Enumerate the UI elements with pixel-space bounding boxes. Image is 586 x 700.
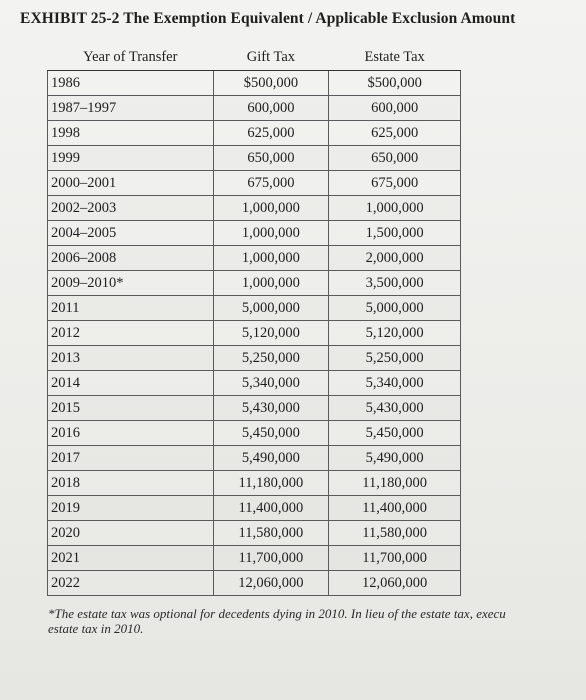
table-row [48,121,461,146]
table-row [48,321,461,346]
gift-tax-cell: 5,430,000 [213,396,329,421]
table-row [48,271,461,296]
gift-tax-cell: 5,450,000 [213,421,329,446]
table-row [48,196,461,221]
footnote [48,606,586,636]
estate-tax-cell: 11,180,000 [329,471,461,496]
gift-tax-cell: 1,000,000 [213,271,329,296]
gift-tax-cell: 5,250,000 [213,346,329,371]
table-row [48,546,461,571]
estate-tax-cell: 675,000 [329,171,461,196]
year-cell: 2013 [48,346,214,371]
table-row [48,471,461,496]
year-cell: 2022 [48,571,214,596]
gift-tax-cell: 1,000,000 [213,246,329,271]
gift-tax-cell: 650,000 [213,146,329,171]
table-row [48,396,461,421]
table-row [48,171,461,196]
gift-tax-cell: 11,700,000 [213,546,329,571]
table-row [48,371,461,396]
table-row [48,96,461,121]
gift-tax-cell: 625,000 [213,121,329,146]
estate-tax-cell: 5,250,000 [329,346,461,371]
table-row [48,521,461,546]
year-cell: 2014 [48,371,214,396]
estate-tax-cell: 3,500,000 [329,271,461,296]
estate-tax-cell: 625,000 [329,121,461,146]
gift-tax-cell: 11,180,000 [213,471,329,496]
table-header-row [48,44,461,71]
gift-tax-cell: 11,400,000 [213,496,329,521]
estate-tax-cell: $500,000 [329,71,461,96]
header-year-of-transfer: Year of Transfer [48,44,214,71]
year-cell: 2017 [48,446,214,471]
table-row [48,571,461,596]
estate-tax-cell: 650,000 [329,146,461,171]
gift-tax-cell: 5,120,000 [213,321,329,346]
year-cell: 2002–2003 [48,196,214,221]
year-cell: 1986 [48,71,214,96]
year-cell: 2019 [48,496,214,521]
year-cell: 2009–2010* [48,271,214,296]
estate-tax-cell: 5,120,000 [329,321,461,346]
table-row [48,446,461,471]
gift-tax-cell: 11,580,000 [213,521,329,546]
estate-tax-cell: 11,400,000 [329,496,461,521]
year-cell: 2018 [48,471,214,496]
year-cell: 2021 [48,546,214,571]
footnote-line-1: *The estate tax was optional for decedents dying in 2010. In lieu of the estate tax, execu [48,606,506,621]
year-cell: 2012 [48,321,214,346]
estate-tax-cell: 5,490,000 [329,446,461,471]
estate-tax-cell: 11,580,000 [329,521,461,546]
table-row [48,421,461,446]
table-row [48,296,461,321]
year-cell: 2011 [48,296,214,321]
gift-tax-cell: 675,000 [213,171,329,196]
estate-tax-cell: 12,060,000 [329,571,461,596]
gift-tax-cell: 5,000,000 [213,296,329,321]
estate-tax-cell: 1,000,000 [329,196,461,221]
table-row [48,71,461,96]
gift-tax-cell: 12,060,000 [213,571,329,596]
year-cell: 2016 [48,421,214,446]
year-cell: 1987–1997 [48,96,214,121]
table-row [48,146,461,171]
estate-tax-cell: 5,450,000 [329,421,461,446]
year-cell: 2006–2008 [48,246,214,271]
table-row [48,496,461,521]
estate-tax-cell: 5,340,000 [329,371,461,396]
year-cell: 2015 [48,396,214,421]
gift-tax-cell: 5,490,000 [213,446,329,471]
table-row [48,221,461,246]
year-cell: 2004–2005 [48,221,214,246]
header-estate-tax: Estate Tax [329,44,461,71]
estate-tax-cell: 5,430,000 [329,396,461,421]
header-gift-tax: Gift Tax [213,44,329,71]
year-cell: 1998 [48,121,214,146]
estate-tax-cell: 2,000,000 [329,246,461,271]
estate-tax-cell: 1,500,000 [329,221,461,246]
year-cell: 2020 [48,521,214,546]
gift-tax-cell: 5,340,000 [213,371,329,396]
gift-tax-cell: 1,000,000 [213,221,329,246]
table-row [48,346,461,371]
year-cell: 2000–2001 [48,171,214,196]
gift-tax-cell: $500,000 [213,71,329,96]
gift-tax-cell: 600,000 [213,96,329,121]
estate-tax-cell: 11,700,000 [329,546,461,571]
exemption-table [47,44,461,596]
footnote-line-2: estate tax in 2010. [48,621,144,636]
exhibit-title: EXHIBIT 25-2 The Exemption Equivalent / Applicable Exclusion Amount [20,10,516,27]
estate-tax-cell: 600,000 [329,96,461,121]
table-row [48,246,461,271]
estate-tax-cell: 5,000,000 [329,296,461,321]
gift-tax-cell: 1,000,000 [213,196,329,221]
year-cell: 1999 [48,146,214,171]
